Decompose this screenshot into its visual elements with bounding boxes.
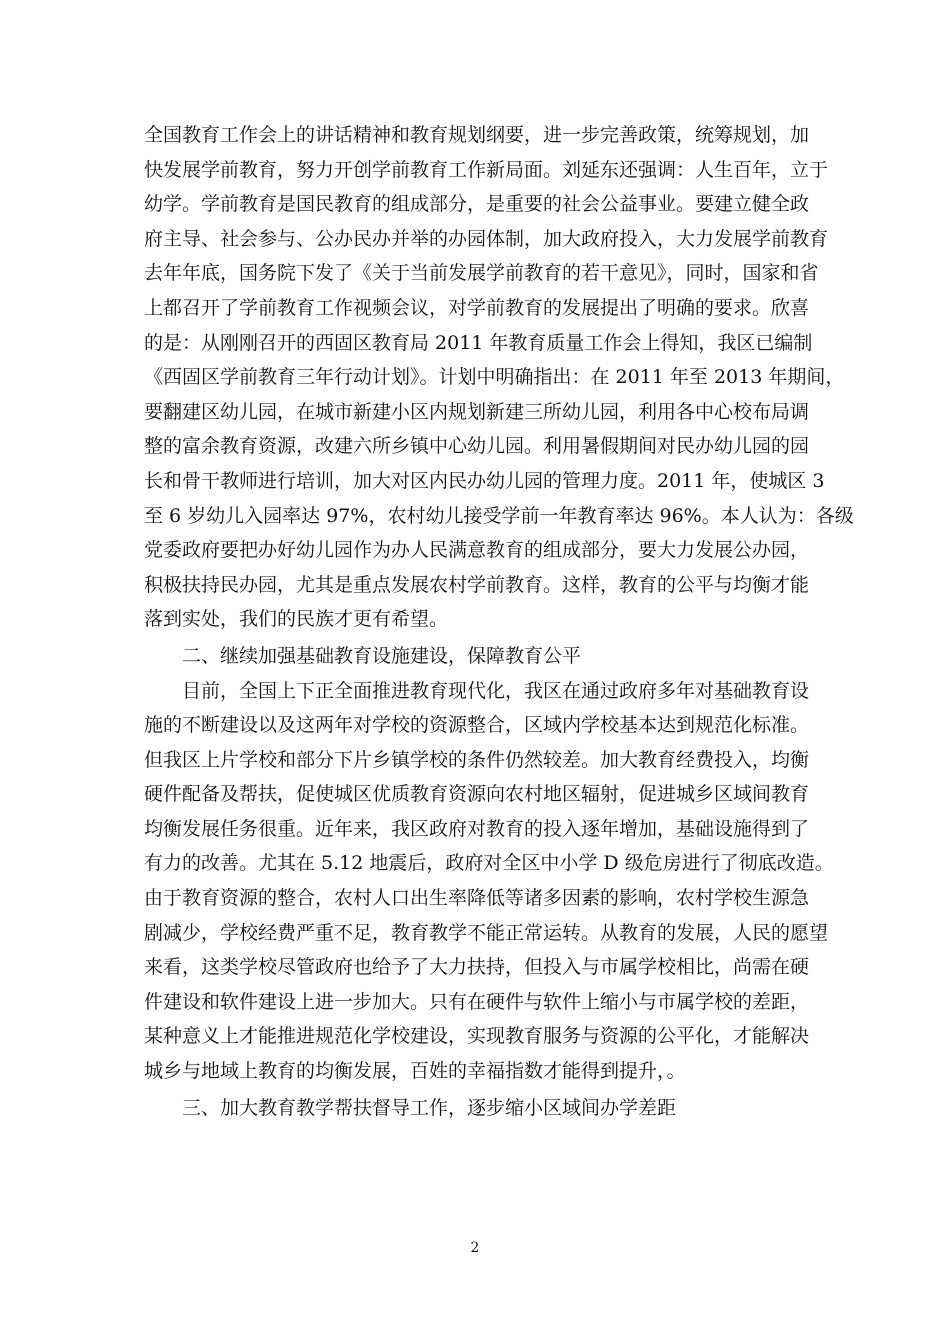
text-line: 目前，全国上下正全面推进教育现代化，我区在通过政府多年对基础教育设	[182, 679, 810, 702]
text-line: 幼学。学前教育是国民教育的组成部分，是重要的社会公益事业。要建立健全政	[144, 193, 810, 216]
text-line: 至 6 岁幼儿入园率达 97%，农村幼儿接受学前一年教育率达 96%。本人认为：各级	[144, 504, 854, 527]
text-line: 上都召开了学前教育工作视频会议，对学前教育的发展提出了明确的要求。欣喜	[144, 296, 810, 319]
text-line: 来看，这类学校尽管政府也给予了大力扶持，但投入与市属学校相比，尚需在硬	[144, 956, 810, 979]
paragraph-infrastructure	[144, 674, 834, 1089]
body-text	[144, 118, 854, 1125]
page-number: 2	[470, 1240, 480, 1256]
text-line: 但我区上片学校和部分下片乡镇学校的条件仍然较差。加大教育经费投入，均衡	[144, 748, 810, 771]
text-line: 均衡发展任务很重。近年来，我区政府对教育的投入逐年增加，基础设施得到了	[144, 817, 810, 840]
text-line: 整的富余教育资源，改建六所乡镇中心幼儿园。利用暑假期间对民办幼儿园的园	[144, 435, 810, 458]
text-line: 府主导、社会参与、公办民办并举的办园体制，加大政府投入，大力发展学前教育	[144, 227, 829, 250]
text-line: 要翻建区幼儿园，在城市新建小区内规划新建三所幼儿园，利用各中心校布局调	[144, 400, 810, 423]
section-heading-2: 二、继续加强基础教育设施建设，保障教育公平	[182, 644, 582, 667]
text-line: 的是：从刚刚召开的西固区教育局 2011 年教育质量工作会上得知，我区已编制	[144, 331, 813, 354]
text-line: 剧减少，学校经费严重不足，教育教学不能正常运转。从教育的发展，人民的愿望	[144, 921, 829, 944]
text-line: 去年年底，国务院下发了《关于当前发展学前教育的若干意见》，同时，国家和省	[144, 262, 819, 285]
text-line: 党委政府要把办好幼儿园作为办人民满意教育的组成部分，要大力发展公办园，	[144, 539, 810, 562]
text-line: 落到实处，我们的民族才更有希望。	[144, 608, 449, 631]
text-line: 件建设和软件建设上进一步加大。只有在硬件与软件上缩小与市属学校的差距，	[144, 990, 810, 1013]
text-line: 《西固区学前教育三年行动计划》。计划中明确指出：在 2011 年至 2013 年期间，	[144, 366, 845, 389]
text-line: 有力的改善。尤其在 5.12 地震后，政府对全区中小学 D 级危房进行了彻底改造。	[144, 852, 834, 875]
text-line: 硬件配备及帮扶，促使城区优质教育资源向农村地区辐射，促进城乡区域间教育	[144, 783, 810, 806]
text-line: 由于教育资源的整合，农村人口出生率降低等诸多因素的影响，农村学校生源急	[144, 887, 810, 910]
text-line: 快发展学前教育，努力开创学前教育工作新局面。刘延东还强调：人生百年，立于	[144, 158, 829, 181]
section-heading-3: 三、加大教育教学帮扶督导工作，逐步缩小区域间办学差距	[182, 1096, 677, 1119]
text-line: 城乡与地域上教育的均衡发展，百姓的幸福指数才能得到提升，。	[144, 1060, 686, 1083]
text-line: 全国教育工作会上的讲话精神和教育规划纲要，进一步完善政策，统筹规划，加	[144, 124, 810, 146]
text-line: 某种意义上才能推进规范化学校建设，实现教育服务与资源的公平化，才能解决	[144, 1025, 810, 1048]
text-line: 长和骨干教师进行培训，加大对区内民办幼儿园的管理力度。2011 年，使城区 3	[144, 469, 825, 492]
paragraph-preschool-education	[144, 118, 854, 637]
text-line: 积极扶持民办园，尤其是重点发展农村学前教育。这样，教育的公平与均衡才能	[144, 573, 810, 596]
text-line: 施的不断建设以及这两年对学校的资源整合，区域内学校基本达到规范化标准。	[144, 714, 810, 737]
